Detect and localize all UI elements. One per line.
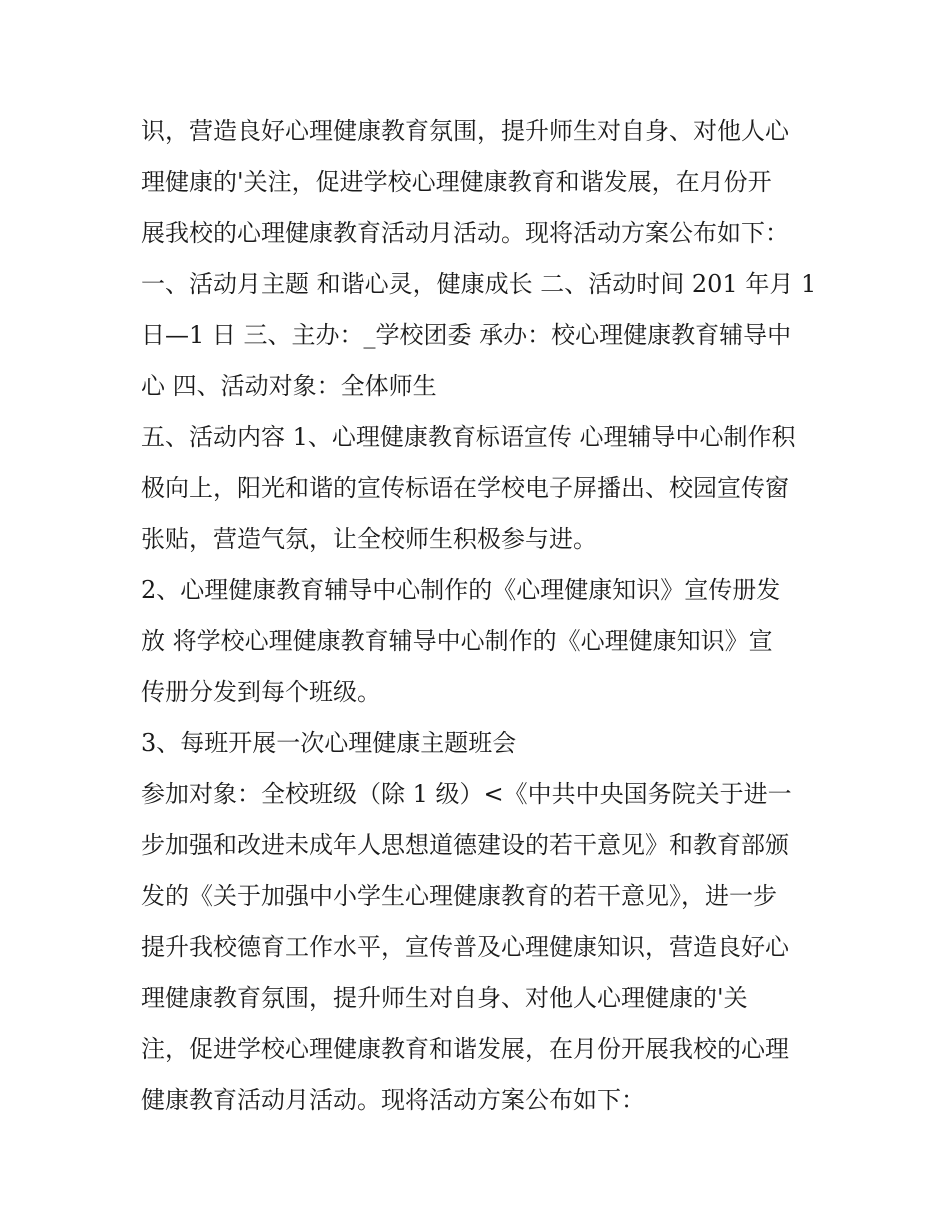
text-line: 健康教育活动月活动。现将活动方案公布如下： [141,1086,645,1114]
text-line: 3、每班开展一次心理健康主题班会 [141,729,517,757]
text-line: 提升我校德育工作水平，宣传普及心理健康知识，营造良好心 [141,933,789,961]
text-line: 理健康的'关注，促进学校心理健康教育和谐发展，在月份开 [141,168,772,196]
text-line: 放 将学校心理健康教育辅导中心制作的《心理健康知识》宣 [141,627,773,655]
text-line: 理健康教育氛围，提升师生对自身、对他人心理健康的'关 [141,984,748,1012]
text-line: 极向上，阳光和谐的宣传标语在学校电子屏播出、校园宣传窗 [141,474,789,502]
text-line: 参加对象：全校班级（除 1 级）<《中共中央国务院关于进一 [141,780,792,808]
text-line: 步加强和改进未成年人思想道德建设的若干意见》和教育部颁 [141,831,789,859]
text-line: 识，营造良好心理健康教育氛围，提升师生对自身、对他人心 [141,117,789,145]
text-line: 发的《关于加强中小学生心理健康教育的若干意见》，进一步 [141,882,777,910]
text-line: 五、活动内容 1、心理健康教育标语宣传 心理辅导中心制作积 [141,423,796,451]
text-line: 注，促进学校心理健康教育和谐发展，在月份开展我校的心理 [141,1035,789,1063]
text-line: 展我校的心理健康教育活动月活动。现将活动方案公布如下： [141,219,789,247]
text-line: 一、活动月主题 和谐心灵，健康成长 二、活动时间 201 年月 1 [141,270,817,298]
text-line: 张贴，营造气氛，让全校师生积极参与进。 [141,525,597,553]
text-line: 传册分发到每个班级。 [141,678,381,706]
text-line: 日—1 日 三、主办：_学校团委 承办：校心理健康教育辅导中 [141,321,792,349]
text-line: 2、心理健康教育辅导中心制作的《心理健康知识》宣传册发 [141,576,781,604]
document-body [141,106,821,1126]
text-line: 心 四、活动对象：全体师生 [141,372,437,400]
